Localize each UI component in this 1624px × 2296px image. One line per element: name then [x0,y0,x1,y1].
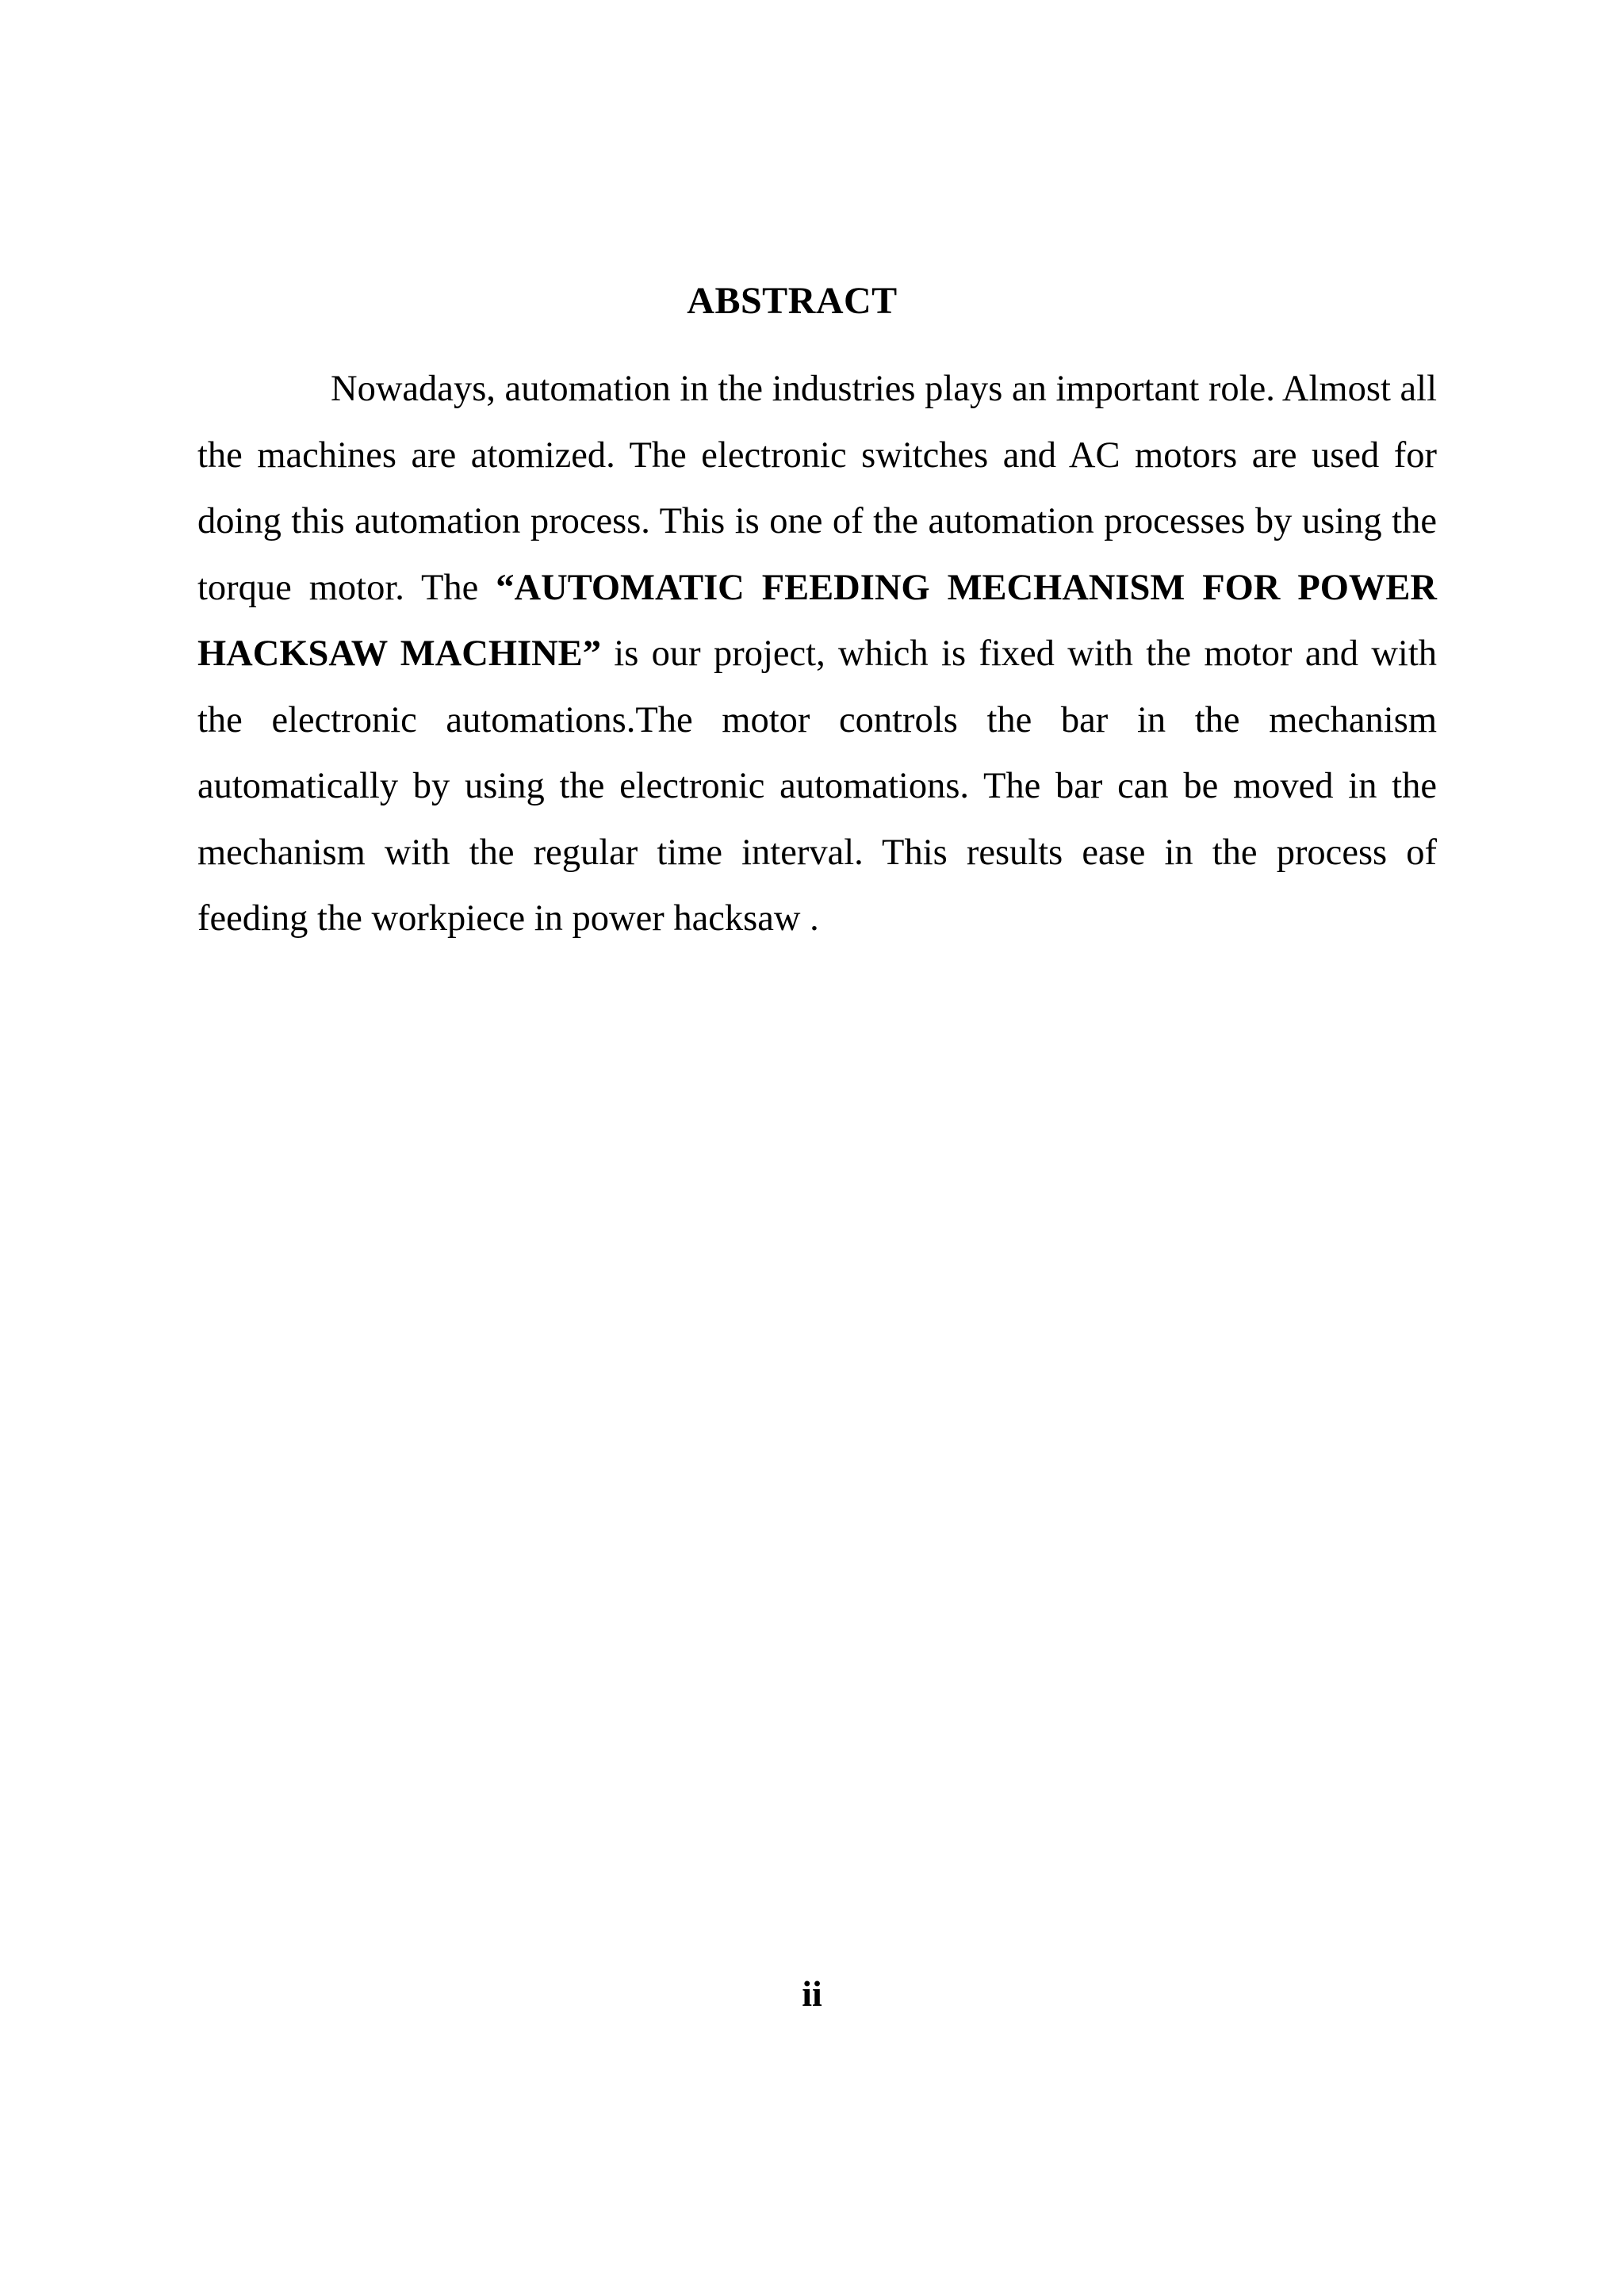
abstract-heading: ABSTRACT [687,280,898,322]
paragraph-text-before: Nowadays, automation in the industries plays an important role. Almost all the machines are atomized. The electronic switches and AC motors are used for doing this automation process. This is one of the automation processes by using the torque motor. The [197,369,1437,608]
abstract-paragraph [197,356,1437,952]
project-title: “AUTOMATIC FEEDING MECHANISM FOR POWER HACKSAW MACHINE” [197,567,1437,674]
paragraph-text-after: is our project, which is fixed with the motor and with the electronic automations.The motor controls the bar in the mechanism automatically by using the electronic automations. The bar can be moved in the mechanism with the regular time interval. This results ease in the process of feeding the workpiece in power hacksaw . [197,633,1437,939]
page-number: ii [802,1973,822,2014]
